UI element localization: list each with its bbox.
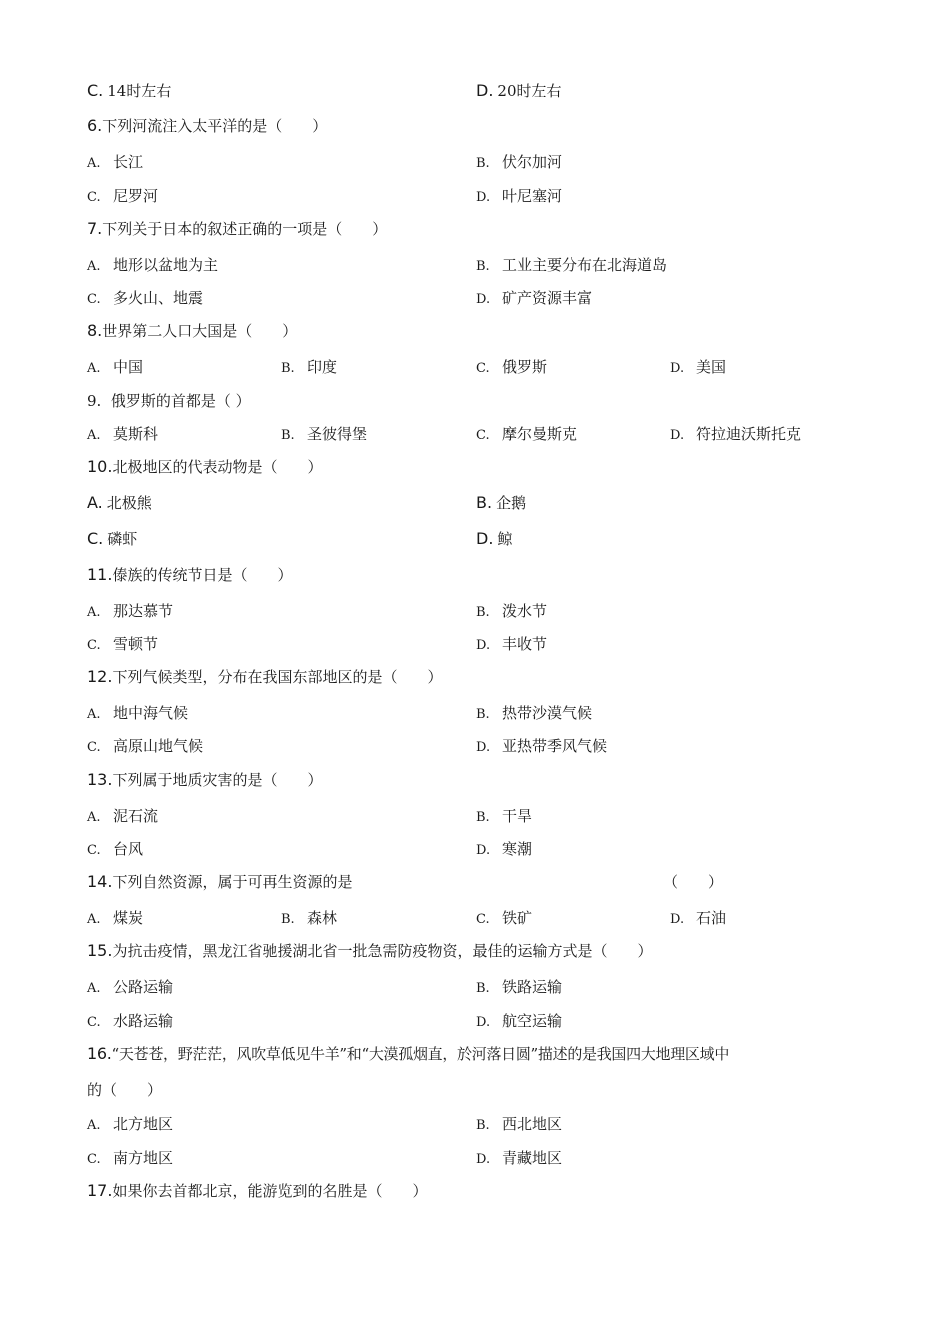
q9-option-b: B. 圣彼得堡	[281, 425, 368, 443]
q8-option-b: B. 印度	[281, 358, 338, 376]
question-16: 16.“天苍苍，野茫茫，风吹草低见牛羊”和“大漠孤烟直，於河落日圆”描述的是我国四大地理区域中	[87, 1044, 730, 1063]
q6-option-d: D. 叶尼塞河	[476, 187, 563, 205]
q15-option-a: A. 公路运输	[87, 978, 174, 996]
question-8: 8.世界第二人口大国是（ ）	[87, 321, 298, 340]
q11-option-d: D. 丰收节	[476, 635, 548, 653]
q6-option-c: C. 尼罗河	[87, 187, 159, 205]
q13-option-c: C. 台风	[87, 840, 144, 858]
q13-option-a: A. 泥石流	[87, 807, 159, 825]
q7-option-b: B. 工业主要分布在北海道岛	[476, 256, 668, 274]
q11-option-a: A. 那达慕节	[87, 602, 174, 620]
question-14: 14.下列自然资源，属于可再生资源的是	[87, 872, 353, 891]
q10-option-d: D. 鲸	[476, 529, 513, 548]
q16-option-b: B. 西北地区	[476, 1115, 563, 1133]
q12-option-b: B. 热带沙漠气候	[476, 704, 593, 722]
q12-option-c: C. 高原山地气候	[87, 737, 204, 755]
question-10: 10.北极地区的代表动物是（ ）	[87, 457, 323, 476]
q8-option-d: D. 美国	[670, 358, 727, 376]
q14-option-b: B. 森林	[281, 909, 338, 927]
q13-option-b: B. 干旱	[476, 807, 533, 825]
q5-option-d: D. 20时左右	[476, 81, 562, 100]
q16-option-d: D. 青藏地区	[476, 1149, 563, 1167]
question-13: 13.下列属于地质灾害的是（ ）	[87, 770, 323, 789]
q10-option-a: A. 北极熊	[87, 493, 152, 512]
question-15: 15.为抗击疫情，黑龙江省驰援湖北省一批急需防疫物资，最佳的运输方式是（ ）	[87, 941, 653, 960]
question-7: 7.下列关于日本的叙述正确的一项是（ ）	[87, 219, 388, 238]
q15-option-b: B. 铁路运输	[476, 978, 563, 996]
q9-option-d: D. 符拉迪沃斯托克	[670, 425, 802, 443]
q11-option-c: C. 雪顿节	[87, 635, 159, 653]
q8-option-a: A. 中国	[87, 358, 144, 376]
q16-option-a: A. 北方地区	[87, 1115, 174, 1133]
q15-option-c: C. 水路运输	[87, 1012, 174, 1030]
q6-option-b: B. 伏尔加河	[476, 153, 563, 171]
q7-option-a: A. 地形以盆地为主	[87, 256, 219, 274]
q9-option-a: A. 莫斯科	[87, 425, 159, 443]
question-9: 9. 俄罗斯的首都是（ ）	[87, 392, 251, 410]
q14-option-a: A. 煤炭	[87, 909, 144, 927]
q13-option-d: D. 寒潮	[476, 840, 533, 858]
q15-option-d: D. 航空运输	[476, 1012, 563, 1030]
q12-option-a: A. 地中海气候	[87, 704, 189, 722]
q8-option-c: C. 俄罗斯	[476, 358, 548, 376]
question-11: 11.傣族的传统节日是（ ）	[87, 565, 293, 584]
question-16-continuation: 的（ ）	[87, 1081, 163, 1099]
q16-option-c: C. 南方地区	[87, 1149, 174, 1167]
q14-option-d: D. 石油	[670, 909, 727, 927]
q14-option-c: C. 铁矿	[476, 909, 533, 927]
question-17: 17.如果你去首都北京，能游览到的名胜是（ ）	[87, 1181, 428, 1200]
q14-answer-paren: （ ）	[663, 873, 724, 891]
q12-option-d: D. 亚热带季风气候	[476, 737, 608, 755]
q10-option-c: C. 磷虾	[87, 529, 138, 548]
q11-option-b: B. 泼水节	[476, 602, 548, 620]
q7-option-d: D. 矿产资源丰富	[476, 289, 593, 307]
q5-option-c: C. 14时左右	[87, 81, 172, 100]
q10-option-b: B. 企鹅	[476, 493, 527, 512]
question-6: 6.下列河流注入太平洋的是（ ）	[87, 116, 328, 135]
q9-option-c: C. 摩尔曼斯克	[476, 425, 578, 443]
q7-option-c: C. 多火山、地震	[87, 289, 204, 307]
question-12: 12.下列气候类型，分布在我国东部地区的是（ ）	[87, 667, 443, 686]
q6-option-a: A. 长江	[87, 153, 144, 171]
